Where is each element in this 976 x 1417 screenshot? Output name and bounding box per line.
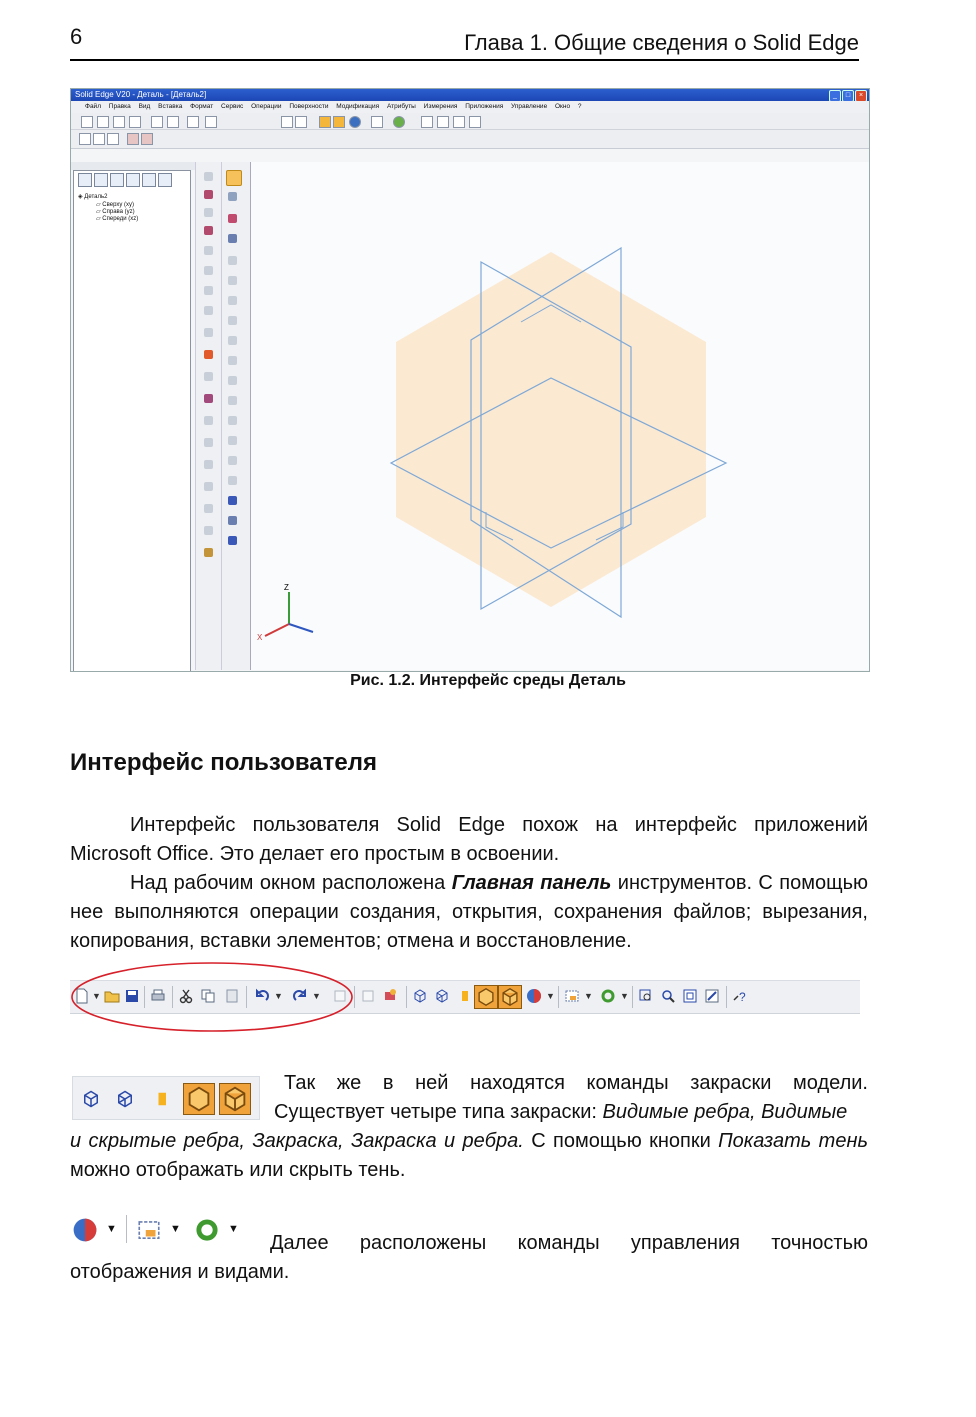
sidebar-header [71,162,195,170]
shade-icon[interactable] [183,1083,215,1115]
rotate-icon[interactable] [393,116,405,128]
separator [558,986,559,1008]
paragraph-3-start: Так же в ней находятся команды закраски модели. Существует четыре типа закраски: Видимые ребра, Видимые [274,1072,868,1123]
window-title: Solid Edge V20 - Деталь - [Деталь2] [75,90,207,99]
feature-icon[interactable] [228,456,237,465]
tree-item-right[interactable]: ▱ Справа (yz) [96,209,135,215]
part-icon[interactable] [107,133,119,145]
dropdown-icon[interactable]: ▼ [546,991,555,1001]
feature-icon[interactable] [204,350,213,359]
zoom-area-icon[interactable] [638,988,654,1004]
menu-insert[interactable]: Вставка [158,103,183,110]
dropdown-icon[interactable]: ▼ [170,1223,181,1235]
main-toolbar [70,980,860,1014]
feature-icon[interactable] [228,336,237,345]
cut-icon[interactable] [151,116,163,128]
select-icon[interactable] [79,133,91,145]
fit-icon[interactable] [682,988,698,1004]
paragraph-1: Интерфейс пользователя Solid Edge похож на интерфейс приложений Microsoft Office. Это делает его простым в освоении. [70,814,868,865]
feature-icon[interactable] [228,192,237,201]
plane-icon: ▱ [96,209,103,215]
close-icon[interactable]: × [855,90,867,102]
feature-icon[interactable] [360,988,376,1004]
feature-icon[interactable] [228,356,237,365]
menu-format[interactable]: Формат [190,103,214,110]
shading-hidden-edges-icon[interactable] [434,988,450,1004]
open-icon[interactable] [97,116,109,128]
view-icon[interactable] [564,988,580,1004]
feature-icon[interactable] [204,266,213,275]
menu-help[interactable]: ? [577,103,582,110]
feature-icon[interactable] [204,208,213,217]
feature-icon[interactable] [228,496,237,505]
feature2-icon[interactable] [141,133,153,145]
shade-edges-icon[interactable] [333,116,345,128]
feature-icon[interactable] [204,328,213,337]
tree-tool-icon[interactable] [126,173,140,187]
part-icon: ◈ [78,194,85,200]
globe-icon[interactable] [349,116,361,128]
zoom-icon[interactable] [660,988,676,1004]
figure-caption: Рис. 1.2. Интерфейс среды Деталь [350,672,626,689]
svg-text:?: ? [739,990,746,1004]
feature-icon[interactable] [204,306,213,315]
shade-edges-icon[interactable] [219,1083,251,1115]
axis-y [289,624,313,632]
solid-edge-screenshot [70,88,870,672]
shading-toolbar [72,1076,260,1120]
dropdown-icon[interactable]: ▼ [228,1223,239,1235]
feature-icon[interactable] [228,256,237,265]
globe-icon[interactable] [526,988,542,1004]
undo-icon[interactable] [187,116,199,128]
feature-icon[interactable] [204,504,213,513]
feature-icon[interactable] [204,394,213,403]
dropdown-icon[interactable]: ▼ [106,1223,117,1235]
feature-icon[interactable] [204,460,213,469]
shading-hidden-edges-icon[interactable] [115,1089,135,1109]
shading-visible-edges-icon[interactable] [81,1089,101,1109]
feature-icon[interactable] [228,296,237,305]
menu-modify[interactable]: Модификация [336,103,380,110]
feature-icon[interactable] [204,438,213,447]
feature-ribbon-left [195,162,222,670]
tree-item-top[interactable]: ▱ Сверху (xy) [96,202,135,208]
feature-icon[interactable] [228,316,237,325]
feature-icon[interactable] [204,548,213,557]
feature-icon[interactable] [228,234,237,243]
feature-icon[interactable] [204,246,213,255]
shade-icon[interactable] [474,985,498,1009]
plane-icon: ▱ [96,216,103,222]
shade-edges-icon[interactable] [498,985,522,1009]
tree-tool-icon[interactable] [158,173,172,187]
dropdown-icon[interactable]: ▼ [620,991,629,1001]
pathfinder-tree [73,170,191,672]
running-head: Глава 1. Общие сведения о Solid Edge [464,30,859,55]
rotate-icon[interactable] [600,988,616,1004]
menu-tools[interactable]: Сервис [221,103,244,110]
shade-icon[interactable] [319,116,331,128]
menu-manage[interactable]: Управление [511,103,548,110]
dropdown-icon[interactable]: ▼ [312,991,321,1001]
shadow-icon[interactable] [456,988,472,1004]
feature-icon[interactable] [204,482,213,491]
filter-icon[interactable] [93,133,105,145]
shading-visible-edges-icon[interactable] [281,116,293,128]
tree-item-front[interactable]: ▱ Спереди (xz) [96,216,139,222]
feature-icon[interactable] [228,536,237,545]
minimize-icon[interactable]: _ [829,90,841,102]
dropdown-icon[interactable]: ▼ [584,991,593,1001]
reference-planes-drawing [251,162,869,670]
feature-icon[interactable] [382,988,398,1004]
feature-icon[interactable] [228,396,237,405]
shading-types-first: Видимые ребра, Видимые [602,1101,848,1123]
menu-view[interactable]: Вид [138,103,151,110]
feature-icon[interactable] [204,172,213,181]
feature-icon[interactable] [228,416,237,425]
paragraph-3-end: и скрытые ребра, Закраска, Закраска и ребра. С помощью кнопки Показать тень можно отображать или скрыть тень. [70,1130,868,1181]
axis-z-label: Z [284,583,289,592]
paragraph-4: Далее расположены команды управления точностью отображения и видами. [70,1232,868,1283]
tree-tool-icon[interactable] [94,173,108,187]
new-icon[interactable] [81,116,93,128]
menu-features[interactable]: Операции [251,103,282,110]
highlight-ellipse [70,961,360,1033]
feature-icon[interactable] [228,516,237,525]
feature-icon[interactable] [204,286,213,295]
separator [726,986,727,1008]
menu-measure[interactable]: Измерения [423,103,458,110]
help-icon[interactable] [469,116,481,128]
figure-secondary-toolbar [71,130,869,149]
header-rule [70,59,859,61]
feature-icon[interactable] [204,190,213,199]
graphics-view[interactable] [251,162,869,670]
dropdown-icon[interactable]: ▼ [274,991,283,1001]
figure-main-toolbar [71,113,869,130]
section-heading: Интерфейс пользователя [70,749,377,776]
shading-types-rest: и скрытые ребра, Закраска, Закраска и ребра. [70,1130,524,1152]
redo-icon[interactable] [205,116,217,128]
print-icon[interactable] [129,116,141,128]
menu-bar [71,101,869,113]
menu-applications[interactable]: Приложения [465,103,504,110]
shadow-icon[interactable] [151,1089,171,1109]
help-icon[interactable] [732,988,748,1004]
zoom-icon[interactable] [437,116,449,128]
paragraph-2: Над рабочим окном расположена Главная панель инструментов. С помощью нее выполняются операции создания, открытия, сохранения файлов; вырезания, копирования, вставки элементов; отмена и восстановление. [70,872,868,952]
zoom-area-icon[interactable] [421,116,433,128]
feature-icon[interactable] [228,376,237,385]
feature-ribbon-right [221,162,251,670]
fit-icon[interactable] [453,116,465,128]
axis-x-label: X [257,633,263,642]
separator [632,986,633,1008]
maximize-icon[interactable]: □ [842,90,854,102]
axis-x [265,624,289,636]
menu-window[interactable]: Окно [555,103,571,110]
feature-icon[interactable] [204,226,213,235]
plane-icon: ▱ [96,202,103,208]
menu-file[interactable]: Файл [85,103,101,110]
tree-tool-icon[interactable] [142,173,156,187]
tree-tool-icon[interactable] [78,173,92,187]
feature-icon[interactable] [204,416,213,425]
select-tool-icon[interactable] [226,170,242,186]
tree-root[interactable]: ◈ Деталь2 [78,194,108,200]
menu-attributes[interactable]: Атрибуты [386,103,416,110]
menu-edit[interactable]: Правка [108,103,131,110]
shading-hidden-edges-icon[interactable] [295,116,307,128]
save-icon[interactable] [113,116,125,128]
feature-icon[interactable] [228,276,237,285]
shading-visible-edges-icon[interactable] [412,988,428,1004]
feature-icon[interactable] [204,526,213,535]
pan-icon[interactable] [704,988,720,1004]
window-title-bar [71,89,869,101]
page-number: 6 [70,24,83,49]
view-icon[interactable] [371,116,383,128]
feature-icon[interactable] [228,214,237,223]
separator [406,986,407,1008]
feature-icon[interactable] [228,476,237,485]
tree-tool-icon[interactable] [110,173,124,187]
feature-icon[interactable] [204,372,213,381]
copy-icon[interactable] [167,116,179,128]
dropdown-icon[interactable]: ▼ [92,991,101,1001]
feature-icon[interactable] [228,436,237,445]
tree-tools [76,173,186,189]
feature-icon[interactable] [127,133,139,145]
menu-surfaces[interactable]: Поверхности [289,103,329,110]
